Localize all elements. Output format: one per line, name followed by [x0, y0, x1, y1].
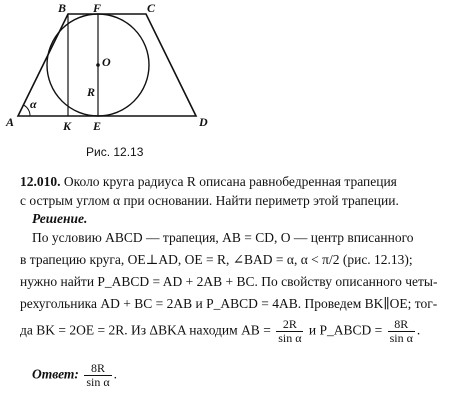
- label-b: B: [58, 1, 67, 15]
- answer-den: sin α: [86, 375, 110, 389]
- solution-line-5a: да BK = 2OE = 2R. Из ΔBKA находим AB =: [20, 322, 271, 338]
- answer-num: 8R: [84, 362, 111, 376]
- label-c: C: [147, 1, 156, 15]
- label-f: F: [93, 1, 102, 15]
- problem-text-1: Около круга радиуса R описана равнобедренная трапеция: [63, 174, 397, 189]
- answer-line: Ответ: $\frac{8R}{\text{sin α}}$ .: [32, 361, 117, 389]
- answer-label: Ответ:: [32, 366, 79, 382]
- solution-line-5: да BK = 2OE = 2R. Из ΔBKA находим AB = $\frac{2R}{\text{sin α}}$ и P_ABCD = $\frac{8R}{\text{sin α}}$ .: [20, 317, 421, 345]
- fraction-ab-den: sin α: [278, 331, 302, 345]
- problem-number: 12.010.: [20, 174, 61, 189]
- solution-line-3: нужно найти P_ABCD = AD + 2AB + BC. По свойству описанного четы-: [20, 274, 438, 289]
- solution-line-4: рехугольника AD + BC = 2AB и P_ABCD = 4AB. Проведем BK∥OE; тог-: [20, 296, 438, 311]
- label-d: D: [199, 115, 208, 129]
- label-k: K: [63, 119, 72, 133]
- center-dot: [96, 63, 100, 67]
- label-e: E: [93, 119, 102, 133]
- solution-line-2: в трапецию круга, OE⊥AD, OE = R, ∠BAD = α, α < π/2 (рис. 12.13);: [20, 252, 413, 267]
- label-a: A: [6, 115, 15, 129]
- solution-line-5b: и P_ABCD =: [308, 322, 383, 338]
- fraction-p: [388, 318, 415, 345]
- answer-fraction: [84, 362, 111, 389]
- figure-caption: Рис. 12.13: [86, 145, 144, 159]
- solution-line-1: По условию ABCD — трапеция, AB = CD, O — центр вписанного: [32, 230, 414, 245]
- fraction-ab-num: 2R: [276, 318, 303, 332]
- fraction-ab: [276, 318, 303, 345]
- fraction-p-den: sin α: [389, 331, 413, 345]
- trapezoid-figure: [0, 0, 230, 140]
- problem-line-2: с острым углом α при основании. Найти периметр этой трапеции.: [20, 193, 399, 208]
- label-r: R: [87, 85, 96, 99]
- label-o: O: [102, 55, 111, 69]
- fraction-p-num: 8R: [388, 318, 415, 332]
- label-alpha: α: [30, 97, 37, 111]
- problem-line-1: [20, 172, 445, 192]
- solution-label: Решение.: [32, 211, 88, 226]
